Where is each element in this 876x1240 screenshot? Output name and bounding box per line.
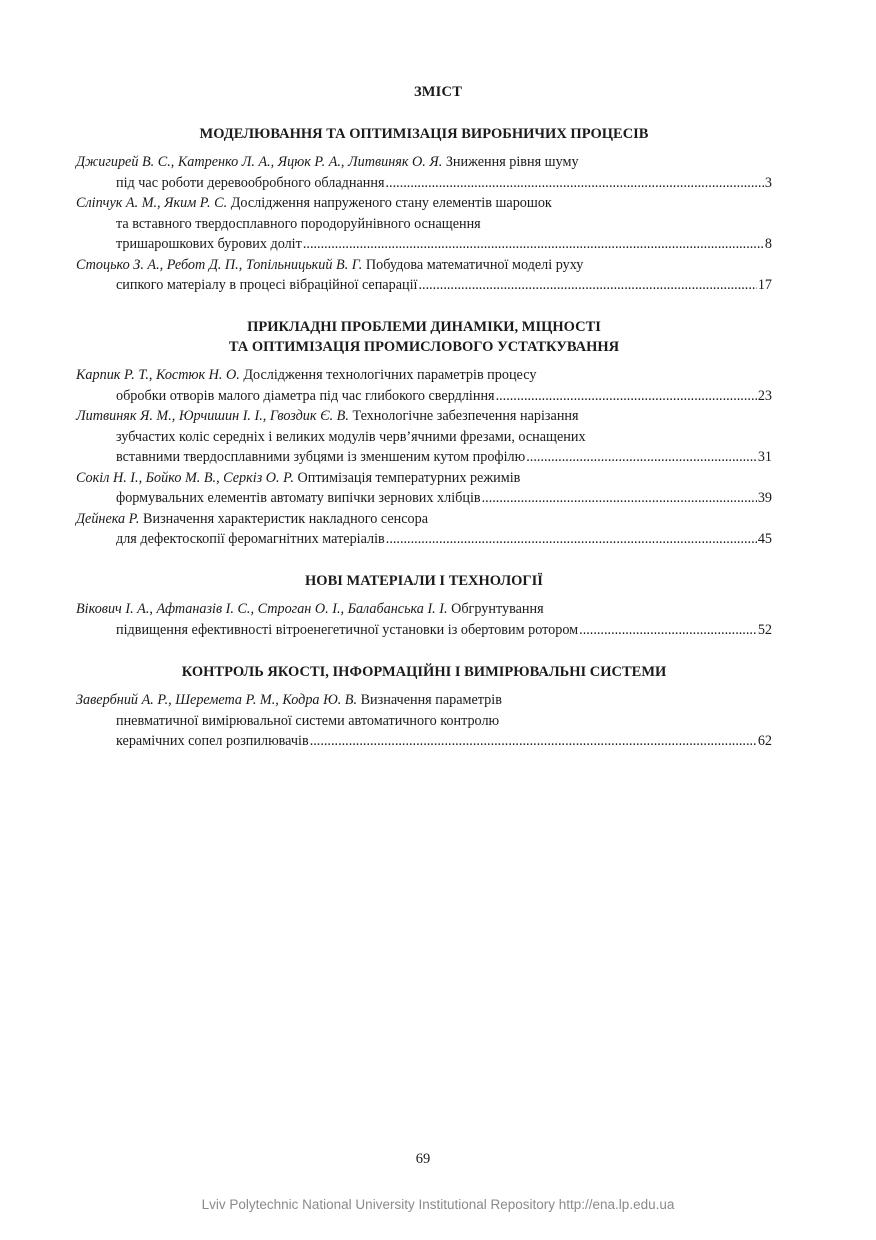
toc-entry[interactable] — [76, 365, 772, 406]
entry-authors: Сокіл Н. І., Бойко М. В., Серкіз О. Р. — [76, 469, 294, 486]
entry-authors: Джигирей В. С., Катренко Л. А., Яцюк Р. А., Литвиняк О. Я. — [76, 154, 443, 170]
dot-leader — [386, 529, 757, 550]
entry-title-line: під час роботи деревообробного обладнання — [116, 174, 385, 191]
entry-title-line: Зниження рівня шуму — [445, 154, 579, 170]
toc-entry[interactable] — [76, 690, 772, 752]
entry-title-line: Визначення параметрів — [360, 692, 502, 708]
entry-page: 39 — [757, 490, 772, 506]
dot-leader — [579, 620, 757, 641]
toc-entry[interactable] — [76, 152, 772, 193]
section-heading: НОВІ МАТЕРІАЛИ І ТЕХНОЛОГІЇ — [305, 573, 543, 589]
entry-page: 8 — [764, 236, 772, 252]
dot-leader — [482, 488, 757, 509]
section-heading: ПРИКЛАДНІ ПРОБЛЕМИ ДИНАМІКИ, МІЦНОСТІ ТА ОПТИМІЗАЦІЯ ПРОМИСЛОВОГО УСТАТКУВАННЯ — [228, 319, 620, 355]
dot-leader — [303, 234, 764, 255]
entry-title-line: пневматичної вимірювальної системи автоматичного контролю — [116, 712, 500, 729]
toc-entry[interactable] — [76, 468, 772, 509]
entry-title-line: Визначення характеристик накладного сенсора — [143, 510, 429, 527]
entry-title-line: обробки отворів малого діаметра під час глибокого свердління — [116, 387, 495, 404]
toc-entry[interactable] — [76, 509, 772, 550]
page-number: 69 — [415, 1151, 431, 1167]
entry-authors: Литвиняк Я. М., Юрчишин І. І., Гвоздик Є. В. — [76, 408, 349, 424]
entry-page: 62 — [757, 733, 772, 749]
toc-entry[interactable] — [76, 193, 772, 255]
contents-title: ЗМІСТ — [413, 84, 463, 100]
section-quality-control — [76, 662, 772, 752]
dot-leader — [310, 731, 757, 752]
section-heading: КОНТРОЛЬ ЯКОСТІ, ІНФОРМАЦІЙНІ І ВИМІРЮВАЛЬНІ СИСТЕМИ — [181, 664, 667, 680]
section-heading: МОДЕЛЮВАННЯ ТА ОПТИМІЗАЦІЯ ВИРОБНИЧИХ ПРОЦЕСІВ — [199, 126, 649, 142]
entry-authors: Карпик Р. Т., Костюк Н. О. — [76, 367, 240, 383]
entry-page: 3 — [764, 174, 772, 191]
entry-title-line: Обгрунтування — [451, 601, 544, 617]
entry-authors: Вікович І. А., Афтаназів І. С., Строган О. І., Балабанська І. І. — [76, 601, 448, 617]
entry-title-line: Побудова математичної моделі руху — [365, 256, 584, 273]
entry-page: 23 — [757, 387, 772, 404]
entry-page: 45 — [757, 531, 772, 547]
toc-entry[interactable] — [76, 599, 772, 640]
entry-title-line: сипкого матеріалу в процесі вібраційної сепарації — [116, 277, 418, 293]
section-materials — [76, 571, 772, 640]
entry-title-line: Технологічне забезпечення нарізання — [352, 408, 579, 424]
entry-title-line: формувальних елементів автомату випічки зернових хлібців — [116, 490, 481, 506]
dot-leader — [386, 173, 764, 194]
toc-entry[interactable] — [76, 255, 772, 296]
dot-leader — [418, 275, 756, 296]
entry-title-line: тришарошкових бурових доліт — [116, 236, 302, 252]
dot-leader — [526, 447, 757, 468]
section-dynamics — [76, 317, 772, 550]
entry-authors: Стоцько З. А., Ребот Д. П., Топільницький В. Г. — [76, 256, 363, 273]
dot-leader — [496, 386, 757, 407]
entry-title-line: для дефектоскопії феромагнітних матеріалів — [116, 531, 385, 547]
entry-title-line: Оптимізація температурних режимів — [297, 469, 521, 486]
entry-page: 31 — [757, 449, 772, 465]
section-modeling — [76, 124, 772, 296]
entry-page: 52 — [757, 621, 772, 638]
entry-authors: Завербний А. Р., Шеремета Р. М., Кодра Ю. В. — [76, 692, 358, 708]
entry-title-line: зубчастих коліс середніх і великих модулів черв’ячними фрезами, оснащених — [116, 428, 586, 445]
entry-title-line: Дослідження напруженого стану елементів шарошок — [230, 195, 552, 211]
entry-authors: Сліпчук А. М., Яким Р. С. — [76, 195, 228, 211]
entry-title-line: вставними твердосплавними зубцями із зменшеним кутом профілю — [116, 449, 526, 465]
entry-title-line: та вставного твердосплавного породоруйнівного оснащення — [116, 215, 481, 232]
entry-title-line: Дослідження технологічних параметрів процесу — [243, 367, 537, 383]
repository-footer: Lviv Polytechnic National University Institutional Repository http://ena.lp.edu.ua — [201, 1197, 675, 1212]
entry-title-line: керамічних сопел розпилювачів — [116, 733, 309, 749]
toc-entry[interactable] — [76, 406, 772, 468]
entry-authors: Дейнека Р. — [76, 510, 140, 527]
entry-page: 17 — [757, 277, 772, 293]
entry-title-line: підвищення ефективності вітроенегетичної установки із обертовим ротором — [116, 621, 579, 638]
